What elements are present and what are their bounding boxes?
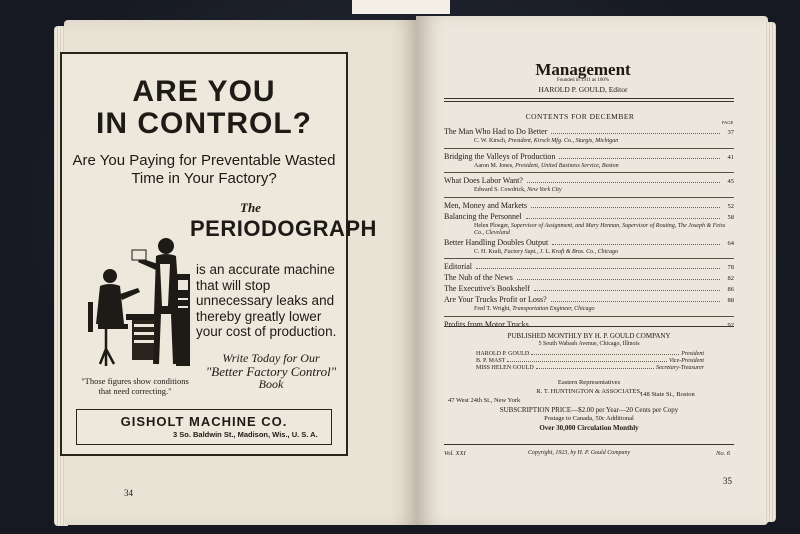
toc-entry <box>444 295 734 314</box>
toc-entry <box>444 238 734 257</box>
volume-label: Vol. XXI <box>444 450 466 457</box>
toc-entry-line <box>444 127 734 138</box>
toc-author-role: President, Kirsch Mfg. Co., Sturgis, Michigan <box>508 138 619 144</box>
officer-title: President <box>681 351 704 357</box>
masthead-founded: Founded in 1911 as 100% <box>556 78 610 83</box>
ad-body-text: is an accurate machine that will stop unnecessary leaks and thereby greatly lower your cost of production. <box>196 262 337 339</box>
circulation-line: Over 30,000 Circulation Monthly <box>539 424 639 432</box>
publisher-line: PUBLISHED MONTHLY BY H. P. GOULD COMPANY <box>507 332 671 340</box>
toc-separator <box>444 172 734 173</box>
right-page-edges <box>764 22 776 522</box>
toc-entry <box>444 201 734 212</box>
toc-entry-line <box>444 284 734 295</box>
toc-entry-page: 64 <box>727 239 734 247</box>
toc-entry-line <box>444 212 734 223</box>
toc-leader-dots <box>534 290 720 291</box>
eastern-representatives-name: R. T. HUNTINGTON & ASSOCIATES, <box>536 388 642 395</box>
new-york-address: 47 West 24th St., New York <box>448 397 521 404</box>
toc-author-name: C. H. Kraft, <box>474 248 503 255</box>
officer-name: MISS HELEN GOULD <box>476 365 534 371</box>
toc-entry <box>444 212 734 238</box>
toc-entry-title: What Does Labor Want? <box>444 176 523 185</box>
toc-entry <box>444 262 734 273</box>
toc-entry <box>444 273 734 284</box>
officer-name: HAROLD P. GOULD <box>476 351 530 357</box>
toc-author-role: Factory Supt., J. L. Kraft & Bros. Co., Chicago <box>504 248 618 255</box>
contents-heading: CONTENTS FOR DECEMBER <box>525 112 635 121</box>
ad-cta-line-3: Book <box>258 377 284 391</box>
officer-title: Secretary-Treasurer <box>656 365 704 371</box>
toc-entry-author <box>444 306 734 314</box>
toc-entry-title: Better Handling Doubles Output <box>444 237 549 247</box>
toc-entry-author <box>444 249 734 257</box>
toc-entry-line <box>444 320 734 331</box>
toc-entry <box>444 176 734 195</box>
ad-brand-prefix: The <box>240 200 261 215</box>
toc-entry-page: 52 <box>727 202 734 210</box>
toc-entry-author <box>444 163 734 171</box>
masthead-editor: HAROLD P. GOULD, Editor <box>538 85 628 94</box>
page-column-label: PAGE <box>722 120 734 125</box>
two-men-reading-chart-illustration <box>76 214 194 374</box>
masthead-rule-2 <box>444 101 734 102</box>
toc-entry-page: 78 <box>727 264 734 271</box>
ad-cta-line-1: Write Today for Our <box>222 351 320 365</box>
ad-brand-name: PERIODOGRAPH <box>190 216 377 241</box>
toc-author-name: Helen Ploeger, <box>474 222 510 229</box>
toc-entry-title: Balancing the Personnel <box>444 211 522 221</box>
publisher-address: 5 South Wabash Avenue, Chicago, Illinois <box>538 341 640 347</box>
toc-entry-page: 45 <box>727 178 734 185</box>
contents-bottom-rule <box>444 326 734 327</box>
toc-entry-title: Are Your Trucks Profit or Loss? <box>444 295 547 304</box>
toc-author-role: Supervisor of Assignment, and Mary Hennan, Supervisor of Routing, The Joseph & Feiss Co., Cleveland <box>474 222 726 236</box>
toc-author-name: Edward S. Cowdrick, <box>474 187 526 193</box>
toc-author-role: New York City <box>527 187 562 193</box>
issue-number: No. 6 <box>716 450 731 457</box>
toc-entry-title: The Man Who Had to Do Better <box>444 127 548 136</box>
toc-separator <box>444 316 734 317</box>
ad-company-box <box>76 409 332 445</box>
ad-cta-line-2: "Better Factory Control" <box>205 364 337 379</box>
ad-company-name: GISHOLT MACHINE CO. <box>120 414 288 429</box>
toc-entry-author <box>444 223 732 238</box>
ad-illustration-caption: "Those figures show conditions that need correcting." <box>81 376 189 396</box>
masthead-title: Management <box>535 60 631 79</box>
toc-entry-line <box>444 152 734 163</box>
toc-leader-dots <box>559 158 720 159</box>
toc-separator <box>444 197 734 198</box>
officer-row <box>476 351 704 357</box>
toc-leader-dots <box>476 268 720 269</box>
officer-row <box>476 365 704 371</box>
toc-entry-line <box>444 273 734 284</box>
toc-entry-page: 58 <box>727 213 734 221</box>
toc-leader-dots <box>526 218 720 219</box>
toc-leader-dots <box>552 244 720 245</box>
toc-entry <box>444 127 734 146</box>
toc-entry-line <box>444 295 734 306</box>
toc-entry-page: 82 <box>727 275 734 282</box>
left-page-number: 34 <box>124 488 133 498</box>
right-page-number: 35 <box>723 476 732 486</box>
toc-entry-title: Men, Money and Markets <box>444 200 528 210</box>
toc-entry-title: Editorial <box>444 262 472 271</box>
toc-author-role: President, United Business Service, Boston <box>515 162 619 169</box>
eastern-representatives-heading: Eastern Representatives <box>557 379 621 386</box>
periodograph-advertisement <box>60 52 377 456</box>
ad-headline-line-2: IN CONTROL? <box>96 107 312 140</box>
toc-author-name: Aaron M. Jones, <box>474 162 514 169</box>
toc-entry-page: 86 <box>727 286 734 293</box>
ad-call-to-action <box>196 352 346 391</box>
toc-author-name: Fred T. Wright, <box>474 306 511 312</box>
toc-entry-line <box>444 262 734 273</box>
toc-entry-page: 41 <box>727 153 734 161</box>
toc-entry <box>444 320 734 331</box>
toc-entry-line <box>444 176 734 187</box>
toc-author-name: C. W. Kirsch, <box>474 138 507 144</box>
toc-leader-dots <box>527 182 720 183</box>
toc-entry-title: Bridging the Valleys of Production <box>444 151 556 161</box>
toc-entry <box>444 284 734 295</box>
toc-entry-page: 88 <box>727 297 734 304</box>
subscription-price: SUBSCRIPTION PRICE—$2.00 per Year—20 Cents per Copy <box>499 406 679 414</box>
masthead-rule-1 <box>444 98 734 99</box>
officer-name: B. P. MAST <box>476 358 506 364</box>
toc-entry-line <box>444 238 734 249</box>
ad-subheadline: Are You Paying for Preventable Wasted Time in Your Factory? <box>72 152 336 187</box>
ad-headline-line-1: ARE YOU <box>132 75 276 108</box>
officer-title: Vice-President <box>669 358 704 364</box>
toc-separator <box>444 258 734 259</box>
toc-entry-title: The Executive's Bookshelf <box>444 284 530 293</box>
boston-address: 148 State St., Boston <box>640 391 695 398</box>
ad-company-address: 3 So. Baldwin St., Madison, Wis., U. S. A. <box>173 430 318 439</box>
toc-entry-title: The Nub of the News <box>444 273 513 282</box>
toc-separator <box>444 148 734 149</box>
toc-entry-author <box>444 138 734 146</box>
toc-entry-page: 37 <box>727 129 734 136</box>
toc-entry-title: Profits from Motor Trucks <box>444 319 529 329</box>
toc-leader-dots <box>551 301 720 302</box>
toc-author-role: Transportation Engineer, Chicago <box>512 306 595 312</box>
toc-entry-line <box>444 201 734 212</box>
canada-postage: Postage to Canada, 50c Additional <box>544 415 634 422</box>
toc-leader-dots <box>531 207 720 208</box>
footer-rule <box>444 444 734 445</box>
toc-entry <box>444 152 734 171</box>
toc-entry-author <box>444 187 734 195</box>
toc-leader-dots <box>551 133 720 134</box>
toc-entry-page: 92 <box>727 321 734 329</box>
copyright-line: Copyright, 1923, by H. P. Gould Company <box>528 450 631 456</box>
officer-row <box>476 358 704 364</box>
table-of-contents <box>444 127 734 331</box>
toc-leader-dots <box>517 279 720 280</box>
